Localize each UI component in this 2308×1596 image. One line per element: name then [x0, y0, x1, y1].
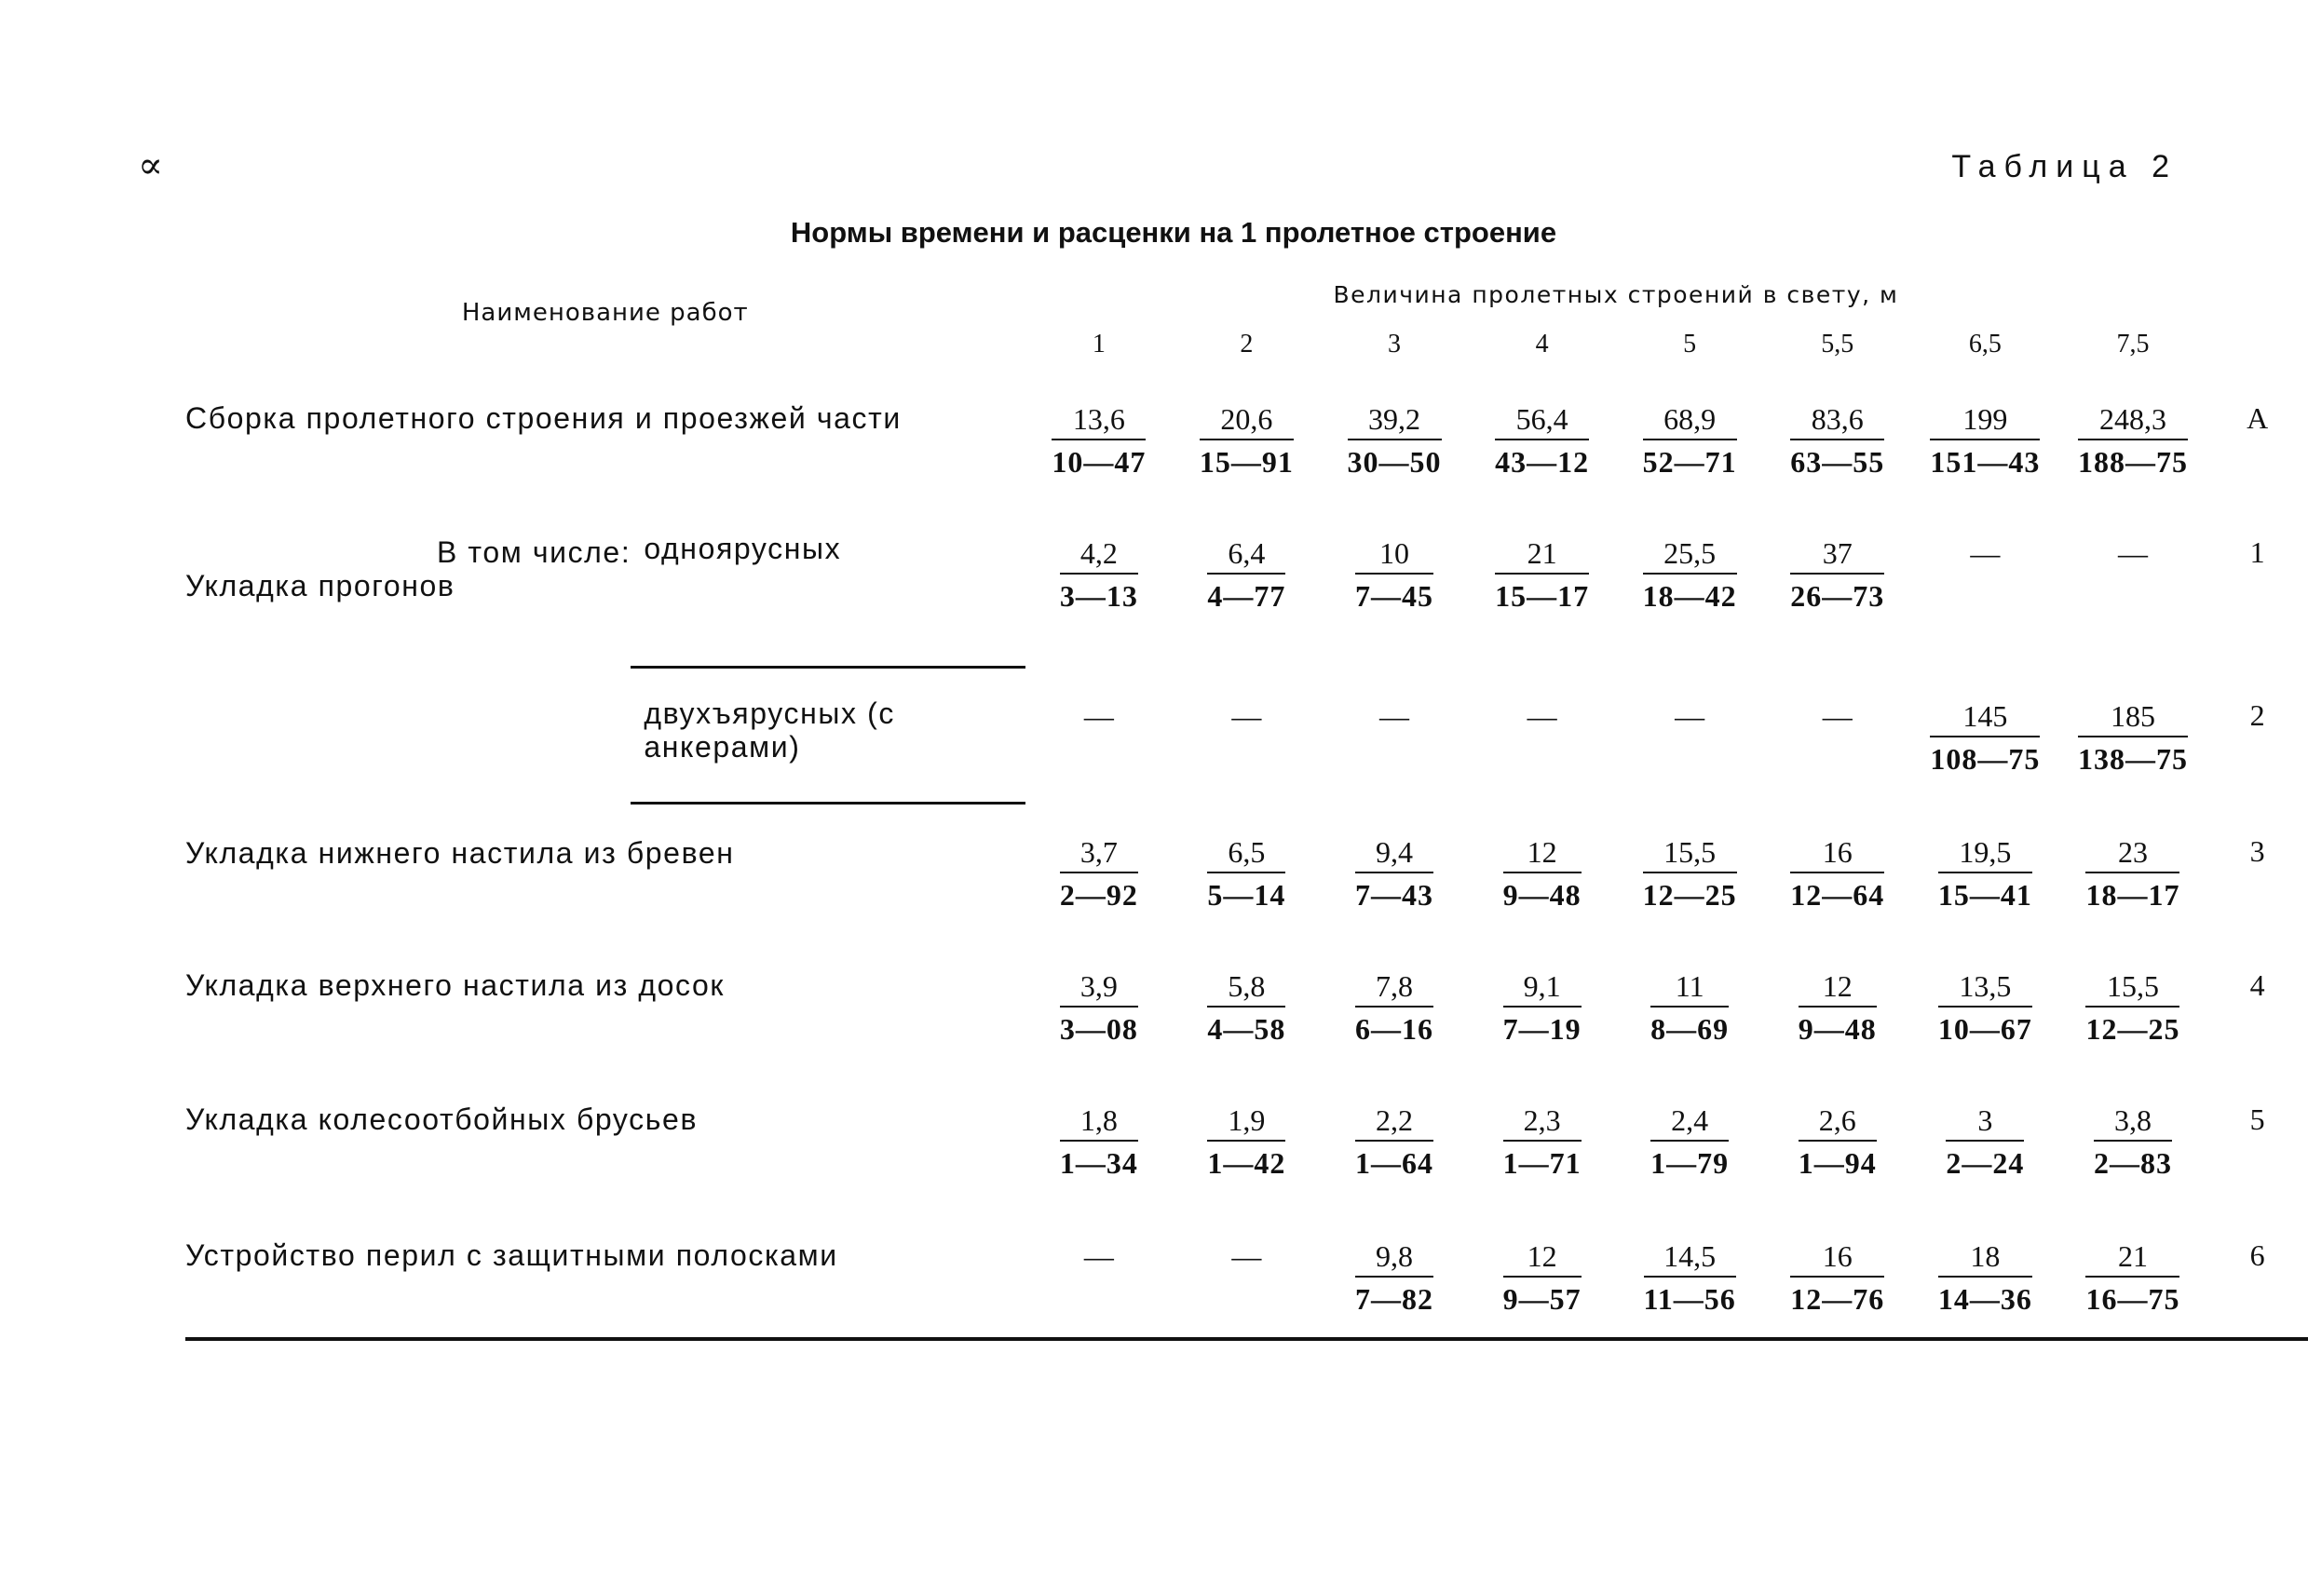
- rate-value: 1—42: [1207, 1146, 1286, 1180]
- empty-dash: —: [1231, 699, 1262, 733]
- value-cell: [1468, 1207, 1616, 1339]
- rate-value: 151—43: [1930, 445, 2041, 479]
- time-norm: 7,8: [1355, 968, 1433, 1008]
- time-norm: 20,6: [1200, 401, 1294, 440]
- value-cell: [2059, 667, 2207, 803]
- sub-work-name: двухъярусных (с анкерами): [631, 667, 1025, 803]
- group-heading: В том числе:: [437, 535, 631, 569]
- empty-dash: —: [1527, 699, 1557, 733]
- time-norm: 6,5: [1207, 834, 1285, 873]
- time-norm: 12: [1503, 834, 1582, 873]
- time-norm: 3,7: [1060, 834, 1138, 873]
- norm-fraction: [1355, 1102, 1433, 1181]
- work-name: Укладка колесоотбойных брусьев: [185, 1102, 699, 1136]
- norm-fraction: [1790, 834, 1884, 913]
- time-norm: 4,2: [1060, 535, 1138, 575]
- empty-dash: —: [1675, 699, 1705, 733]
- time-norm: 15,5: [1643, 834, 1737, 873]
- time-norm: 248,3: [2078, 401, 2188, 440]
- norm-fraction: [1207, 535, 1285, 614]
- norm-fraction: [1207, 968, 1285, 1047]
- norm-fraction: [1503, 1238, 1582, 1317]
- time-norm: 12: [1503, 1238, 1582, 1278]
- time-norm: 37: [1790, 535, 1884, 575]
- time-norm: 9,1: [1503, 968, 1582, 1008]
- value-cell: [1173, 667, 1321, 803]
- norm-fraction: [1495, 401, 1589, 480]
- time-norm: 23: [2085, 834, 2179, 873]
- value-cell: [1321, 504, 1469, 667]
- span-header-5: 5: [1683, 329, 1697, 358]
- rate-value: 2—83: [2093, 1146, 2172, 1180]
- value-cell: [1763, 937, 1911, 1071]
- rate-value: 12—64: [1790, 878, 1885, 912]
- rate-value: 12—76: [1790, 1282, 1885, 1316]
- empty-dash: —: [1231, 1239, 1262, 1273]
- group-label: Укладка прогонов: [185, 569, 455, 602]
- time-norm: 19,5: [1938, 834, 2032, 873]
- group-label-cell: [185, 504, 631, 803]
- norms-table: [185, 271, 2308, 1341]
- norm-fraction: [1200, 401, 1294, 480]
- rate-value: 15—41: [1937, 878, 2032, 912]
- time-norm: 2,4: [1650, 1102, 1729, 1142]
- header-row-top: [185, 271, 2308, 318]
- value-cell: [1321, 667, 1469, 803]
- value-cell: [1468, 937, 1616, 1071]
- work-name-header: Наименование работ: [461, 299, 749, 327]
- rate-value: 138—75: [2077, 742, 2188, 776]
- norm-fraction: [1355, 535, 1433, 614]
- empty-dash: —: [1083, 699, 1114, 733]
- norm-fraction: [1060, 834, 1138, 913]
- value-cell: [1763, 667, 1911, 803]
- table-number-label: Таблица 2: [1951, 149, 2178, 184]
- time-norm: 9,8: [1355, 1238, 1433, 1278]
- norm-fraction: [1938, 1238, 2032, 1317]
- norm-fraction: [1495, 535, 1589, 614]
- value-cell: [1763, 370, 1911, 504]
- norm-fraction: [1643, 834, 1737, 913]
- rate-value: 1—64: [1355, 1146, 1433, 1180]
- time-norm: 1,9: [1207, 1102, 1285, 1142]
- time-norm: 68,9: [1643, 401, 1737, 440]
- rate-value: 10—67: [1937, 1012, 2032, 1046]
- span-header-3: 3: [1388, 329, 1401, 358]
- rate-value: 26—73: [1790, 579, 1885, 613]
- value-cell: [1468, 803, 1616, 937]
- time-norm: 3: [1946, 1102, 2024, 1142]
- corner-mark: ∝: [138, 144, 164, 187]
- row-code: 6: [2206, 1207, 2308, 1339]
- value-cell: [1468, 1071, 1616, 1207]
- norm-fraction: [1060, 968, 1138, 1047]
- rate-value: 188—75: [2077, 445, 2188, 479]
- value-cell: [1025, 937, 1174, 1071]
- norm-fraction: [1650, 968, 1729, 1047]
- table-caption: Нормы времени и расценки на 1 пролетное строение: [790, 216, 1557, 249]
- norm-fraction: [1503, 1102, 1582, 1181]
- rate-value: 8—69: [1650, 1012, 1730, 1046]
- time-norm: 2,3: [1503, 1102, 1582, 1142]
- norm-fraction: [1643, 401, 1737, 480]
- time-norm: 21: [1495, 535, 1589, 575]
- value-cell: [1763, 803, 1911, 937]
- norm-fraction: [2085, 1238, 2179, 1317]
- table-body: [185, 370, 2308, 1339]
- value-cell: [1911, 803, 2059, 937]
- row-code: 4: [2249, 968, 2265, 1002]
- time-norm: 12: [1799, 968, 1877, 1008]
- span-header-6: 5,5: [1821, 329, 1854, 358]
- rate-value: 9—48: [1798, 1012, 1877, 1046]
- rate-value: 3—08: [1059, 1012, 1138, 1046]
- norm-fraction: [1790, 401, 1884, 480]
- time-norm: 145: [1930, 698, 2040, 737]
- time-norm: 6,4: [1207, 535, 1285, 575]
- rate-value: 1—79: [1650, 1146, 1730, 1180]
- time-norm: 15,5: [2085, 968, 2179, 1008]
- row-code: 3: [2249, 834, 2265, 868]
- rate-value: 5—14: [1207, 878, 1286, 912]
- norm-fraction: [2094, 1102, 2172, 1181]
- row-code: А: [2247, 401, 2269, 435]
- norm-fraction: [1790, 1238, 1884, 1317]
- rate-value: 43—12: [1495, 445, 1590, 479]
- value-cell: [1616, 504, 1764, 667]
- rate-value: 7—45: [1355, 579, 1433, 613]
- norm-fraction: [1644, 1238, 1736, 1317]
- rate-value: 15—17: [1495, 579, 1590, 613]
- rate-value: 12—25: [1642, 878, 1737, 912]
- value-cell: [1321, 1071, 1469, 1207]
- value-cell: [1616, 803, 1764, 937]
- rate-value: 1—94: [1798, 1146, 1877, 1180]
- sub-work-name: одноярусных: [644, 532, 842, 565]
- value-cell: [1616, 1207, 1764, 1339]
- value-cell: [1173, 937, 1321, 1071]
- value-cell: [1025, 504, 1174, 667]
- value-cell: [1763, 504, 1911, 667]
- time-norm: 25,5: [1643, 535, 1737, 575]
- value-cell: [1468, 667, 1616, 803]
- value-cell: [1025, 370, 1174, 504]
- norm-fraction: [1946, 1102, 2024, 1181]
- value-cell: [1616, 1071, 1764, 1207]
- table-row: [185, 1207, 2308, 1339]
- norm-fraction: [1938, 968, 2032, 1047]
- value-cell: [1911, 504, 2059, 667]
- rate-value: 7—82: [1355, 1282, 1433, 1316]
- row-code: 1: [2249, 535, 2265, 569]
- empty-dash: —: [2117, 536, 2148, 570]
- norm-fraction: [1799, 968, 1877, 1047]
- rate-value: 4—77: [1207, 579, 1286, 613]
- time-norm: 13,5: [1938, 968, 2032, 1008]
- rate-value: 7—43: [1355, 878, 1433, 912]
- rate-value: 4—58: [1207, 1012, 1286, 1046]
- value-cell: [1616, 667, 1764, 803]
- table-row: [185, 803, 2308, 937]
- norm-fraction: [1503, 834, 1582, 913]
- norm-fraction: [1348, 401, 1442, 480]
- value-cell: [1173, 1071, 1321, 1207]
- rate-value: 9—57: [1502, 1282, 1582, 1316]
- value-cell: [2059, 370, 2207, 504]
- rate-value: 6—16: [1355, 1012, 1433, 1046]
- norm-fraction: [1503, 968, 1582, 1047]
- time-norm: 5,8: [1207, 968, 1285, 1008]
- value-cell: [1763, 1071, 1911, 1207]
- value-cell: [1025, 803, 1174, 937]
- norm-fraction: [1643, 535, 1737, 614]
- time-norm: 10: [1355, 535, 1433, 575]
- rate-value: 7—19: [1502, 1012, 1582, 1046]
- time-norm: 21: [2085, 1238, 2179, 1278]
- norm-fraction: [1207, 834, 1285, 913]
- norm-fraction: [2085, 968, 2179, 1047]
- value-cell: [1616, 937, 1764, 1071]
- rate-value: 3—13: [1059, 579, 1138, 613]
- empty-dash: —: [1970, 536, 2001, 570]
- value-cell: [1911, 1207, 2059, 1339]
- span-header-4: 4: [1535, 329, 1549, 358]
- norm-fraction: [1355, 1238, 1433, 1317]
- norm-fraction: [1060, 1102, 1138, 1181]
- rate-value: 10—47: [1052, 445, 1147, 479]
- span-size-header: Величина пролетных строений в свету, м: [1333, 281, 1899, 308]
- table-row: [185, 1071, 2308, 1207]
- value-cell: [1321, 937, 1469, 1071]
- empty-dash: —: [1379, 699, 1409, 733]
- rate-value: 11—56: [1643, 1282, 1736, 1316]
- work-name: Устройство перил с защитными полосками: [185, 1207, 1025, 1339]
- time-norm: 3,8: [2094, 1102, 2172, 1142]
- table-row: [185, 504, 2308, 667]
- value-cell: [2059, 937, 2207, 1071]
- work-name: Укладка верхнего настила из досок: [185, 968, 726, 1002]
- time-norm: 16: [1790, 1238, 1884, 1278]
- value-cell: [1468, 370, 1616, 504]
- empty-dash: —: [1822, 699, 1853, 733]
- norm-fraction: [1650, 1102, 1729, 1181]
- span-header-1: 1: [1092, 329, 1106, 358]
- norm-fraction: [2078, 401, 2188, 480]
- value-cell: [1025, 1207, 1174, 1339]
- rate-value: 1—34: [1059, 1146, 1138, 1180]
- norm-fraction: [1060, 535, 1138, 614]
- time-norm: 3,9: [1060, 968, 1138, 1008]
- time-norm: 14,5: [1644, 1238, 1736, 1278]
- norm-fraction: [1790, 535, 1884, 614]
- time-norm: 2,6: [1799, 1102, 1877, 1142]
- norm-fraction: [1052, 401, 1146, 480]
- rate-value: 2—24: [1946, 1146, 2025, 1180]
- value-cell: [1468, 504, 1616, 667]
- norm-fraction: [1207, 1102, 1285, 1181]
- value-cell: [2059, 1071, 2207, 1207]
- time-norm: 185: [2078, 698, 2188, 737]
- row-code: 2: [2249, 698, 2265, 732]
- time-norm: 11: [1650, 968, 1729, 1008]
- rate-value: 63—55: [1790, 445, 1885, 479]
- span-header-7: 6,5: [1968, 329, 2002, 358]
- empty-dash: —: [1083, 1239, 1114, 1273]
- value-cell: [1616, 370, 1764, 504]
- row-code-header: [2206, 271, 2308, 370]
- value-cell: [1321, 803, 1469, 937]
- rate-value: 15—91: [1199, 445, 1294, 479]
- time-norm: 18: [1938, 1238, 2032, 1278]
- table-row: [185, 370, 2308, 504]
- value-cell: [1763, 1207, 1911, 1339]
- norm-fraction: [1938, 834, 2032, 913]
- time-norm: 13,6: [1052, 401, 1146, 440]
- norm-fraction: [2085, 834, 2179, 913]
- value-cell: [1321, 370, 1469, 504]
- value-cell: [1025, 1071, 1174, 1207]
- value-cell: [1173, 370, 1321, 504]
- value-cell: [1911, 667, 2059, 803]
- work-name: Укладка нижнего настила из бревен: [185, 835, 735, 870]
- value-cell: [1321, 1207, 1469, 1339]
- rate-value: 108—75: [1930, 742, 2041, 776]
- value-cell: [1025, 667, 1174, 803]
- work-name: Сборка пролетного строения и проезжей части: [185, 401, 902, 435]
- norm-fraction: [1930, 698, 2040, 777]
- rate-value: 52—71: [1642, 445, 1737, 479]
- value-cell: [1911, 1071, 2059, 1207]
- span-header-8: 7,5: [2116, 329, 2150, 358]
- rate-value: 16—75: [2085, 1282, 2180, 1316]
- rate-value: 14—36: [1937, 1282, 2032, 1316]
- time-norm: 9,4: [1355, 834, 1433, 873]
- value-cell: [1173, 1207, 1321, 1339]
- time-norm: 1,8: [1060, 1102, 1138, 1142]
- norm-fraction: [1355, 834, 1433, 913]
- time-norm: 39,2: [1348, 401, 1442, 440]
- rate-value: 18—17: [2085, 878, 2180, 912]
- norm-fraction: [2078, 698, 2188, 777]
- value-cell: [2059, 1207, 2207, 1339]
- value-cell: [2059, 504, 2207, 667]
- value-cell: [1911, 370, 2059, 504]
- rate-value: 9—48: [1502, 878, 1582, 912]
- norm-fraction: [1355, 968, 1433, 1047]
- rate-value: 2—92: [1059, 878, 1138, 912]
- rate-value: 12—25: [2085, 1012, 2180, 1046]
- value-cell: [1173, 504, 1321, 667]
- time-norm: 199: [1930, 401, 2040, 440]
- value-cell: [1911, 937, 2059, 1071]
- time-norm: 83,6: [1790, 401, 1884, 440]
- row-code: 5: [2249, 1102, 2265, 1136]
- span-header-2: 2: [1240, 329, 1254, 358]
- norm-fraction: [1799, 1102, 1877, 1181]
- rate-value: 30—50: [1347, 445, 1442, 479]
- time-norm: 2,2: [1355, 1102, 1433, 1142]
- time-norm: 56,4: [1495, 401, 1589, 440]
- value-cell: [2059, 803, 2207, 937]
- rate-value: 1—71: [1502, 1146, 1582, 1180]
- time-norm: 16: [1790, 834, 1884, 873]
- table-row: [185, 937, 2308, 1071]
- norm-fraction: [1930, 401, 2040, 480]
- value-cell: [1173, 803, 1321, 937]
- rate-value: 18—42: [1642, 579, 1737, 613]
